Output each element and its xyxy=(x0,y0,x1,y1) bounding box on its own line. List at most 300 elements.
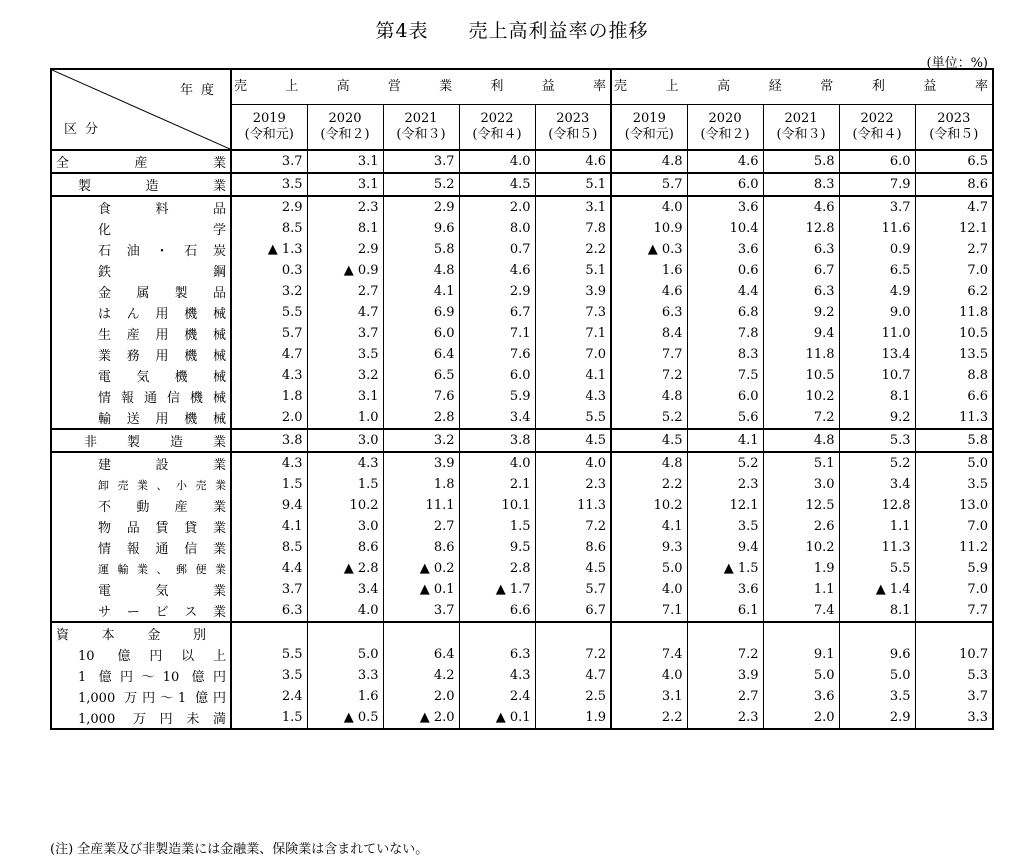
value-cell: 10.2 xyxy=(611,495,687,516)
value-cell: 6.1 xyxy=(687,600,763,622)
value-cell: 10.2 xyxy=(763,386,839,407)
value-cell: 6.7 xyxy=(459,302,535,323)
row-label: 化 学 xyxy=(98,223,226,238)
value-cell: 5.0 xyxy=(915,452,993,474)
table-row xyxy=(51,600,993,622)
row-label: 10 億円以上 xyxy=(78,649,226,664)
row-label-cell xyxy=(51,474,231,495)
value-cell: 11.8 xyxy=(763,344,839,365)
row-label: 電 気 業 xyxy=(98,584,226,599)
value-cell: 4.5 xyxy=(459,173,535,196)
value-cell: 9.3 xyxy=(611,537,687,558)
row-label-cell xyxy=(51,323,231,344)
value-cell: 11.0 xyxy=(839,323,915,344)
value-cell: 4.1 xyxy=(231,516,307,537)
value-cell xyxy=(839,622,915,644)
row-label: 鉄 鋼 xyxy=(98,265,226,280)
value-cell: 6.3 xyxy=(231,600,307,622)
value-cell: 5.7 xyxy=(535,579,611,600)
value-cell: 11.1 xyxy=(383,495,459,516)
value-cell: 3.3 xyxy=(307,665,383,686)
value-cell xyxy=(307,622,383,644)
value-cell: 3.8 xyxy=(231,429,307,452)
value-cell: 6.0 xyxy=(383,323,459,344)
value-cell: 4.4 xyxy=(687,281,763,302)
value-cell: 10.5 xyxy=(915,323,993,344)
value-cell: 3.6 xyxy=(687,239,763,260)
value-cell: 2.3 xyxy=(687,707,763,729)
value-cell: 2.6 xyxy=(763,516,839,537)
value-cell: 4.1 xyxy=(687,429,763,452)
row-label-cell xyxy=(51,302,231,323)
table-row xyxy=(51,260,993,281)
year-label: 2020 xyxy=(708,111,742,126)
value-cell xyxy=(763,622,839,644)
value-cell: 2.9 xyxy=(459,281,535,302)
table-row xyxy=(51,365,993,386)
table-row xyxy=(51,707,993,729)
year-label: 2019 xyxy=(632,111,666,126)
row-label-cell xyxy=(51,665,231,686)
row-label-cell xyxy=(51,452,231,474)
row-label-cell xyxy=(51,429,231,452)
value-cell: 10.2 xyxy=(763,537,839,558)
unit-label: (単位：%) xyxy=(926,56,988,71)
era-label: (令和元) xyxy=(624,127,674,142)
value-cell: 4.1 xyxy=(611,516,687,537)
value-cell: ▲ 0.1 xyxy=(383,579,459,600)
header-group-char: 益 xyxy=(541,79,572,94)
value-cell: 4.2 xyxy=(383,665,459,686)
value-cell xyxy=(231,622,307,644)
year-label: 2023 xyxy=(556,111,590,126)
value-cell: 0.3 xyxy=(231,260,307,281)
value-cell: 4.0 xyxy=(611,665,687,686)
era-label: (令和４) xyxy=(472,127,522,142)
row-label: 石油・石炭 xyxy=(98,244,226,259)
header-diagonal-cell xyxy=(51,69,231,150)
era-label: (令和５) xyxy=(548,127,598,142)
row-label: 製 造 業 xyxy=(78,179,226,194)
value-cell: 7.2 xyxy=(687,644,763,665)
value-cell: 6.5 xyxy=(839,260,915,281)
value-cell: 10.4 xyxy=(687,218,763,239)
value-cell: 3.8 xyxy=(459,429,535,452)
value-cell: 3.7 xyxy=(839,196,915,218)
value-cell: 6.2 xyxy=(915,281,993,302)
value-cell: 4.9 xyxy=(839,281,915,302)
value-cell: 7.4 xyxy=(763,600,839,622)
year-header-cell xyxy=(839,105,915,151)
value-cell: 8.1 xyxy=(839,386,915,407)
value-cell: 13.5 xyxy=(915,344,993,365)
table-row xyxy=(51,407,993,429)
row-label-cell xyxy=(51,558,231,579)
operating-margin-title xyxy=(234,79,608,95)
era-label: (令和２) xyxy=(320,127,370,142)
value-cell: 5.5 xyxy=(231,644,307,665)
value-cell: 7.6 xyxy=(459,344,535,365)
value-cell: 9.5 xyxy=(459,537,535,558)
value-cell: 8.6 xyxy=(383,537,459,558)
value-cell: 8.0 xyxy=(459,218,535,239)
header-group-char: 利 xyxy=(490,79,521,94)
row-label: 物品賃貸業 xyxy=(98,521,226,536)
row-label-cell xyxy=(51,622,231,644)
table-row xyxy=(51,281,993,302)
value-cell: 2.4 xyxy=(231,686,307,707)
value-cell: 4.3 xyxy=(231,452,307,474)
value-cell: ▲ 0.2 xyxy=(383,558,459,579)
value-cell: 4.7 xyxy=(535,665,611,686)
value-cell: 8.8 xyxy=(915,365,993,386)
value-cell: 8.6 xyxy=(535,537,611,558)
value-cell: 4.0 xyxy=(535,452,611,474)
value-cell: 2.0 xyxy=(383,686,459,707)
row-label: 1,000 万円～1 億円 xyxy=(78,691,226,706)
value-cell: 3.2 xyxy=(231,281,307,302)
value-cell: 5.8 xyxy=(383,239,459,260)
value-cell: 6.7 xyxy=(763,260,839,281)
value-cell: 8.5 xyxy=(231,218,307,239)
value-cell: 4.0 xyxy=(459,150,535,173)
value-cell: 3.1 xyxy=(307,386,383,407)
value-cell: ▲ 0.9 xyxy=(307,260,383,281)
value-cell: 4.6 xyxy=(535,150,611,173)
value-cell: 10.1 xyxy=(459,495,535,516)
table-row xyxy=(51,558,993,579)
row-label: 運輸業、郵便業 xyxy=(98,562,226,576)
row-label-cell xyxy=(51,239,231,260)
value-cell: 3.3 xyxy=(915,707,993,729)
value-cell: 9.4 xyxy=(231,495,307,516)
value-cell: 2.5 xyxy=(535,686,611,707)
row-label: 輸送用機械 xyxy=(98,412,226,427)
value-cell: 1.5 xyxy=(231,474,307,495)
value-cell: 3.4 xyxy=(459,407,535,429)
value-cell: 6.3 xyxy=(459,644,535,665)
footnote: (注) 全産業及び非製造業には金融業、保険業は含まれていない。 xyxy=(50,842,429,857)
value-cell: 3.7 xyxy=(231,579,307,600)
value-cell: 3.9 xyxy=(383,452,459,474)
row-label: 建 設 業 xyxy=(98,458,226,473)
row-label-cell xyxy=(51,579,231,600)
value-cell: 4.8 xyxy=(383,260,459,281)
era-label: (令和２) xyxy=(700,127,750,142)
value-cell: 9.4 xyxy=(687,537,763,558)
header-group-char: 利 xyxy=(871,79,903,94)
value-cell: 7.2 xyxy=(763,407,839,429)
value-cell: 9.2 xyxy=(839,407,915,429)
value-cell: 6.5 xyxy=(383,365,459,386)
value-cell: 4.3 xyxy=(535,386,611,407)
value-cell: 4.3 xyxy=(231,365,307,386)
value-cell: 3.7 xyxy=(383,600,459,622)
table-row xyxy=(51,537,993,558)
value-cell: 5.3 xyxy=(915,665,993,686)
year-header-cell xyxy=(535,105,611,151)
value-cell: 10.7 xyxy=(839,365,915,386)
value-cell: 1.5 xyxy=(459,516,535,537)
table-title: 第4表 売上高利益率の推移 xyxy=(375,20,649,42)
value-cell: 4.8 xyxy=(763,429,839,452)
row-label: 情報通信機械 xyxy=(98,391,226,406)
value-cell: 5.8 xyxy=(915,429,993,452)
value-cell: 11.3 xyxy=(915,407,993,429)
value-cell: 3.9 xyxy=(535,281,611,302)
header-group-char: 上 xyxy=(285,79,316,94)
year-header-cell xyxy=(915,105,993,151)
value-cell: 7.1 xyxy=(459,323,535,344)
value-cell: 10.7 xyxy=(915,644,993,665)
header-year-label: 年度 xyxy=(179,83,222,98)
value-cell: 10.2 xyxy=(307,495,383,516)
table-row xyxy=(51,622,993,644)
value-cell: 4.0 xyxy=(459,452,535,474)
era-label: (令和３) xyxy=(776,127,826,142)
header-group-char: 上 xyxy=(665,79,696,94)
value-cell: 4.7 xyxy=(231,344,307,365)
table-row xyxy=(51,516,993,537)
value-cell xyxy=(459,622,535,644)
value-cell: 7.2 xyxy=(535,644,611,665)
value-cell: 7.2 xyxy=(535,516,611,537)
table-row xyxy=(51,429,993,452)
row-label-cell xyxy=(51,537,231,558)
value-cell: 7.1 xyxy=(611,600,687,622)
value-cell: ▲ 0.1 xyxy=(459,707,535,729)
table-row xyxy=(51,474,993,495)
value-cell: 5.7 xyxy=(611,173,687,196)
value-cell: 9.6 xyxy=(839,644,915,665)
value-cell: 3.6 xyxy=(763,686,839,707)
value-cell: 2.8 xyxy=(459,558,535,579)
value-cell: 1.8 xyxy=(231,386,307,407)
value-cell: 2.3 xyxy=(307,196,383,218)
table-row xyxy=(51,239,993,260)
row-label-cell xyxy=(51,218,231,239)
row-label: 1 億円～10 億円 xyxy=(78,670,226,685)
value-cell: 5.2 xyxy=(383,173,459,196)
value-cell: 1.6 xyxy=(307,686,383,707)
header-group-char: 高 xyxy=(717,79,748,94)
profit-ratio-table xyxy=(50,68,994,730)
value-cell: 6.7 xyxy=(535,600,611,622)
header-group-char: 率 xyxy=(974,79,990,94)
value-cell: 8.1 xyxy=(839,600,915,622)
value-cell: 2.7 xyxy=(687,686,763,707)
value-cell: 8.6 xyxy=(307,537,383,558)
value-cell: 3.5 xyxy=(231,665,307,686)
table-row xyxy=(51,196,993,218)
value-cell: 12.5 xyxy=(763,495,839,516)
value-cell: 5.8 xyxy=(763,150,839,173)
value-cell: 8.1 xyxy=(307,218,383,239)
value-cell: 4.8 xyxy=(611,150,687,173)
value-cell: 2.2 xyxy=(611,707,687,729)
value-cell: 7.5 xyxy=(687,365,763,386)
row-label-cell xyxy=(51,196,231,218)
header-group-char: 経 xyxy=(768,79,799,94)
row-label-cell xyxy=(51,281,231,302)
value-cell: 2.1 xyxy=(459,474,535,495)
value-cell: 2.9 xyxy=(307,239,383,260)
value-cell: 2.7 xyxy=(307,281,383,302)
year-header-cell xyxy=(383,105,459,151)
value-cell xyxy=(383,622,459,644)
value-cell: 7.7 xyxy=(611,344,687,365)
table-row xyxy=(51,495,993,516)
ordinary-margin-title xyxy=(614,79,990,95)
value-cell: 6.4 xyxy=(383,344,459,365)
header-group-char: 益 xyxy=(923,79,954,94)
value-cell xyxy=(687,622,763,644)
value-cell: 6.0 xyxy=(459,365,535,386)
value-cell: 3.9 xyxy=(687,665,763,686)
value-cell: 9.0 xyxy=(839,302,915,323)
table-row xyxy=(51,644,993,665)
table-row xyxy=(51,302,993,323)
value-cell: 3.5 xyxy=(687,516,763,537)
value-cell: ▲ 0.5 xyxy=(307,707,383,729)
era-label: (令和４) xyxy=(852,127,902,142)
value-cell: 4.7 xyxy=(915,196,993,218)
header-group-char: 高 xyxy=(336,79,367,94)
value-cell: 2.2 xyxy=(611,474,687,495)
value-cell xyxy=(915,622,993,644)
row-label-cell xyxy=(51,600,231,622)
row-label: サービス業 xyxy=(98,605,226,620)
value-cell: 7.1 xyxy=(535,323,611,344)
value-cell: 5.7 xyxy=(231,323,307,344)
value-cell: 3.0 xyxy=(307,516,383,537)
value-cell: 6.3 xyxy=(763,281,839,302)
row-label: 生産用機械 xyxy=(98,328,226,343)
value-cell: 8.5 xyxy=(231,537,307,558)
value-cell: 9.4 xyxy=(763,323,839,344)
value-cell: 4.6 xyxy=(459,260,535,281)
row-label: 資 本 金 別 xyxy=(56,628,206,643)
value-cell: 4.8 xyxy=(611,452,687,474)
row-label: 全 産 業 xyxy=(56,156,226,171)
value-cell: 3.1 xyxy=(307,173,383,196)
value-cell xyxy=(535,622,611,644)
value-cell: 5.1 xyxy=(535,173,611,196)
value-cell: 1.5 xyxy=(307,474,383,495)
year-header-cell xyxy=(687,105,763,151)
value-cell: 1.9 xyxy=(535,707,611,729)
table-row xyxy=(51,452,993,474)
row-label: 不動産業 xyxy=(98,500,226,515)
value-cell: 9.1 xyxy=(763,644,839,665)
value-cell: 3.5 xyxy=(915,474,993,495)
value-cell: 2.7 xyxy=(915,239,993,260)
value-cell: 7.0 xyxy=(915,516,993,537)
value-cell: 4.0 xyxy=(307,600,383,622)
value-cell: 3.5 xyxy=(839,686,915,707)
value-cell: 4.4 xyxy=(231,558,307,579)
value-cell: 7.0 xyxy=(915,260,993,281)
year-header-cell xyxy=(763,105,839,151)
value-cell: 4.6 xyxy=(687,150,763,173)
value-cell: 3.7 xyxy=(915,686,993,707)
row-label: 1,000 万円未満 xyxy=(78,712,226,727)
year-label: 2023 xyxy=(937,111,971,126)
value-cell: 10.5 xyxy=(763,365,839,386)
header-operating-margin xyxy=(231,69,611,105)
value-cell: 5.3 xyxy=(839,429,915,452)
value-cell: 7.7 xyxy=(915,600,993,622)
value-cell: 7.0 xyxy=(915,579,993,600)
value-cell: 3.6 xyxy=(687,579,763,600)
value-cell: 7.8 xyxy=(535,218,611,239)
value-cell: 5.2 xyxy=(839,452,915,474)
value-cell: 9.2 xyxy=(763,302,839,323)
value-cell: ▲ 1.4 xyxy=(839,579,915,600)
value-cell: 2.9 xyxy=(839,707,915,729)
row-label: 電 気 機 械 xyxy=(98,370,226,385)
table-row xyxy=(51,344,993,365)
header-group-char: 常 xyxy=(820,79,851,94)
value-cell: 3.7 xyxy=(231,150,307,173)
value-cell: 7.0 xyxy=(535,344,611,365)
value-cell: 2.7 xyxy=(383,516,459,537)
era-label: (令和３) xyxy=(396,127,446,142)
value-cell: 12.1 xyxy=(915,218,993,239)
row-label-cell xyxy=(51,386,231,407)
value-cell: 5.0 xyxy=(307,644,383,665)
row-label-cell xyxy=(51,173,231,196)
value-cell: ▲ 0.3 xyxy=(611,239,687,260)
header-group-char: 売 xyxy=(614,79,645,94)
value-cell: 13.4 xyxy=(839,344,915,365)
year-label: 2019 xyxy=(252,111,286,126)
value-cell: 5.9 xyxy=(915,558,993,579)
value-cell: 5.1 xyxy=(763,452,839,474)
value-cell: 7.9 xyxy=(839,173,915,196)
table-row xyxy=(51,323,993,344)
value-cell: 12.1 xyxy=(687,495,763,516)
header-group-char: 売 xyxy=(234,79,265,94)
value-cell: 3.6 xyxy=(687,196,763,218)
year-label: 2022 xyxy=(860,111,894,126)
year-label: 2021 xyxy=(784,111,818,126)
value-cell: 2.0 xyxy=(231,407,307,429)
row-label-cell xyxy=(51,344,231,365)
header-group-char: 営 xyxy=(387,79,418,94)
value-cell: 4.5 xyxy=(535,429,611,452)
value-cell: 2.0 xyxy=(459,196,535,218)
value-cell: 0.9 xyxy=(839,239,915,260)
row-label-cell xyxy=(51,516,231,537)
year-label: 2021 xyxy=(404,111,438,126)
row-label: 業務用機械 xyxy=(98,349,226,364)
year-label: 2022 xyxy=(480,111,514,126)
value-cell: 1.1 xyxy=(839,516,915,537)
value-cell: 6.0 xyxy=(687,386,763,407)
value-cell: 11.8 xyxy=(915,302,993,323)
value-cell: 3.5 xyxy=(231,173,307,196)
value-cell: 6.9 xyxy=(383,302,459,323)
row-label-cell xyxy=(51,644,231,665)
value-cell: 11.2 xyxy=(915,537,993,558)
header-ordinary-margin xyxy=(611,69,993,105)
value-cell: 10.9 xyxy=(611,218,687,239)
table-row xyxy=(51,579,993,600)
row-label-cell xyxy=(51,365,231,386)
value-cell: 8.6 xyxy=(915,173,993,196)
value-cell: 3.0 xyxy=(763,474,839,495)
